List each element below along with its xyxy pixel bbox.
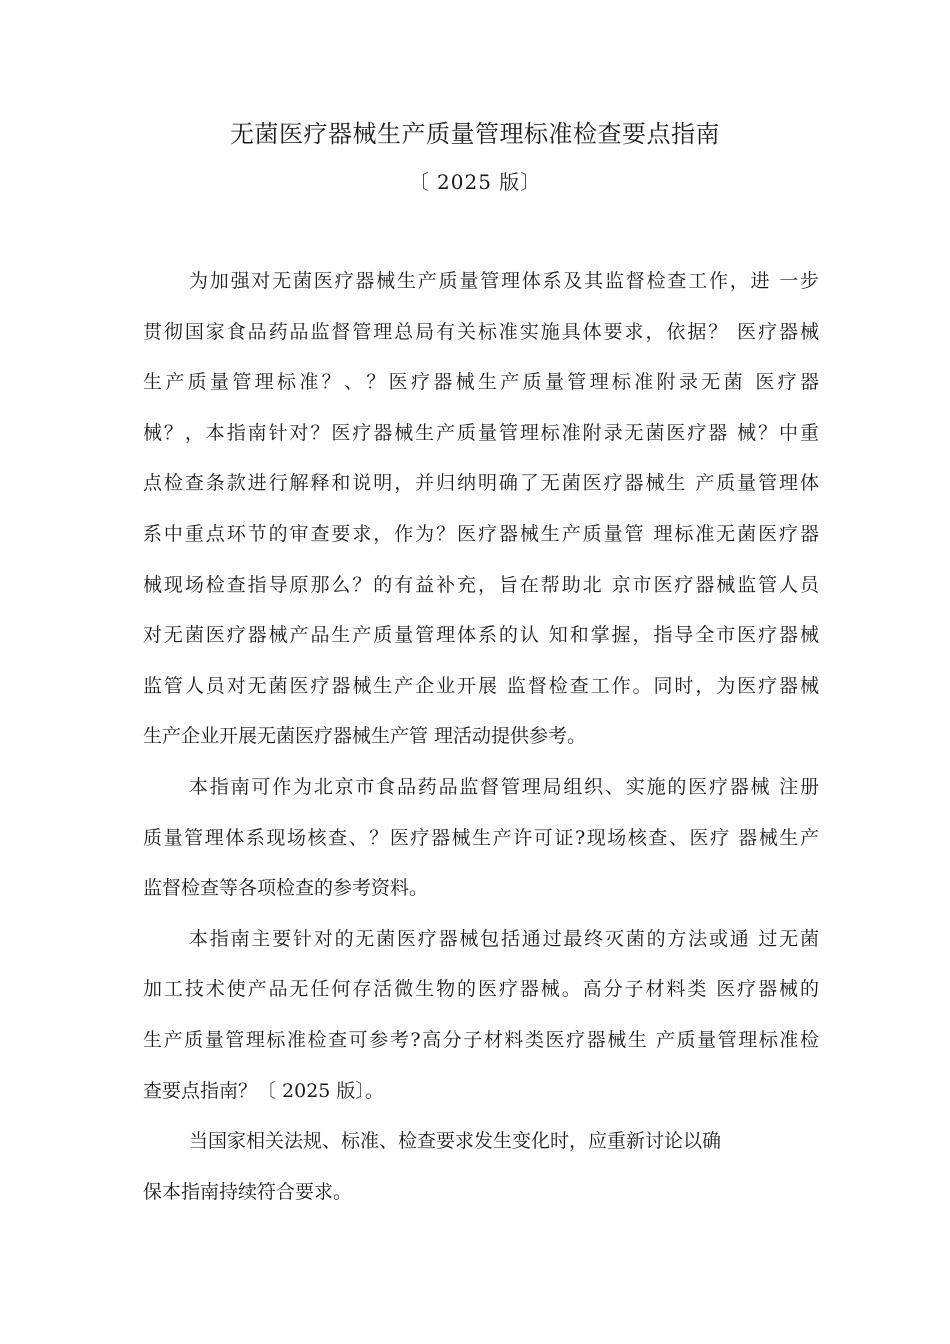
paragraph-line: 生产质量管理标准？、？医疗器械生产质量管理标准附录无菌 医疗器 bbox=[143, 371, 819, 394]
paragraph-line: 查要点指南？〔 2025 版〕。 bbox=[143, 1079, 384, 1102]
paragraph-scope bbox=[143, 922, 819, 1124]
paragraph-line: 为加强对无菌医疗器械生产质量管理体系及其监督检查工作，进 一步 bbox=[189, 270, 819, 292]
paragraph-usage bbox=[143, 770, 819, 922]
paragraph-line: 保本指南持续符合要求。 bbox=[143, 1180, 353, 1203]
paragraph-line: 械？，本指南针对？医疗器械生产质量管理标准附录无菌医疗器 械？中重 bbox=[143, 421, 819, 444]
paragraph-line: 点检查条款进行解释和说明，并归纳明确了无菌医疗器械生 产质量管理体 bbox=[143, 472, 819, 495]
paragraph-line: 质量管理体系现场核查、？医疗器械生产许可证?现场核查、医疗 器械生产 bbox=[143, 826, 819, 849]
paragraph-line: 监管人员对无菌医疗器械生产企业开展 监督检查工作。同时，为医疗器械 bbox=[143, 674, 819, 697]
paragraph-line: 生产质量管理标准检查可参考?高分子材料类医疗器械生 产质量管理标准检 bbox=[143, 1028, 819, 1051]
paragraph-line: 本指南可作为北京市食品药品监督管理局组织、实施的医疗器械 注册 bbox=[189, 775, 819, 798]
paragraph-line: 当国家相关法规、标准、检查要求发生变化时，应重新讨论以确 bbox=[189, 1130, 722, 1153]
paragraph-line: 加工技术使产品无任何存活微生物的医疗器械。高分子材料类 医疗器械的 bbox=[143, 978, 819, 1001]
paragraph-line: 监督检查等各项检查的参考资料。 bbox=[143, 877, 429, 900]
paragraph-line: 生产企业开展无菌医疗器械生产管 理活动提供参考。 bbox=[143, 725, 587, 748]
document-title: 无菌医疗器械生产质量管理标准检查要点指南 bbox=[230, 120, 720, 148]
paragraph-revision bbox=[143, 1124, 819, 1225]
document-body bbox=[143, 264, 819, 1225]
paragraph-line: 对无菌医疗器械产品生产质量管理体系的认 知和掌握，指导全市医疗器械 bbox=[143, 624, 819, 647]
paragraph-line: 系中重点环节的审查要求，作为？医疗器械生产质量管 理标准无菌医疗器 bbox=[143, 522, 819, 545]
document-edition: 〔 2025 版〕 bbox=[408, 170, 542, 194]
paragraph-purpose bbox=[143, 264, 819, 770]
paragraph-line: 贯彻国家食品药品监督管理总局有关标准实施具体要求，依据？ 医疗器械 bbox=[143, 320, 819, 343]
paragraph-line: 本指南主要针对的无菌医疗器械包括通过最终灭菌的方法或通 过无菌 bbox=[189, 927, 819, 950]
paragraph-line: 械现场检查指导原那么？的有益补充，旨在帮助北 京市医疗器械监管人员 bbox=[143, 573, 819, 596]
